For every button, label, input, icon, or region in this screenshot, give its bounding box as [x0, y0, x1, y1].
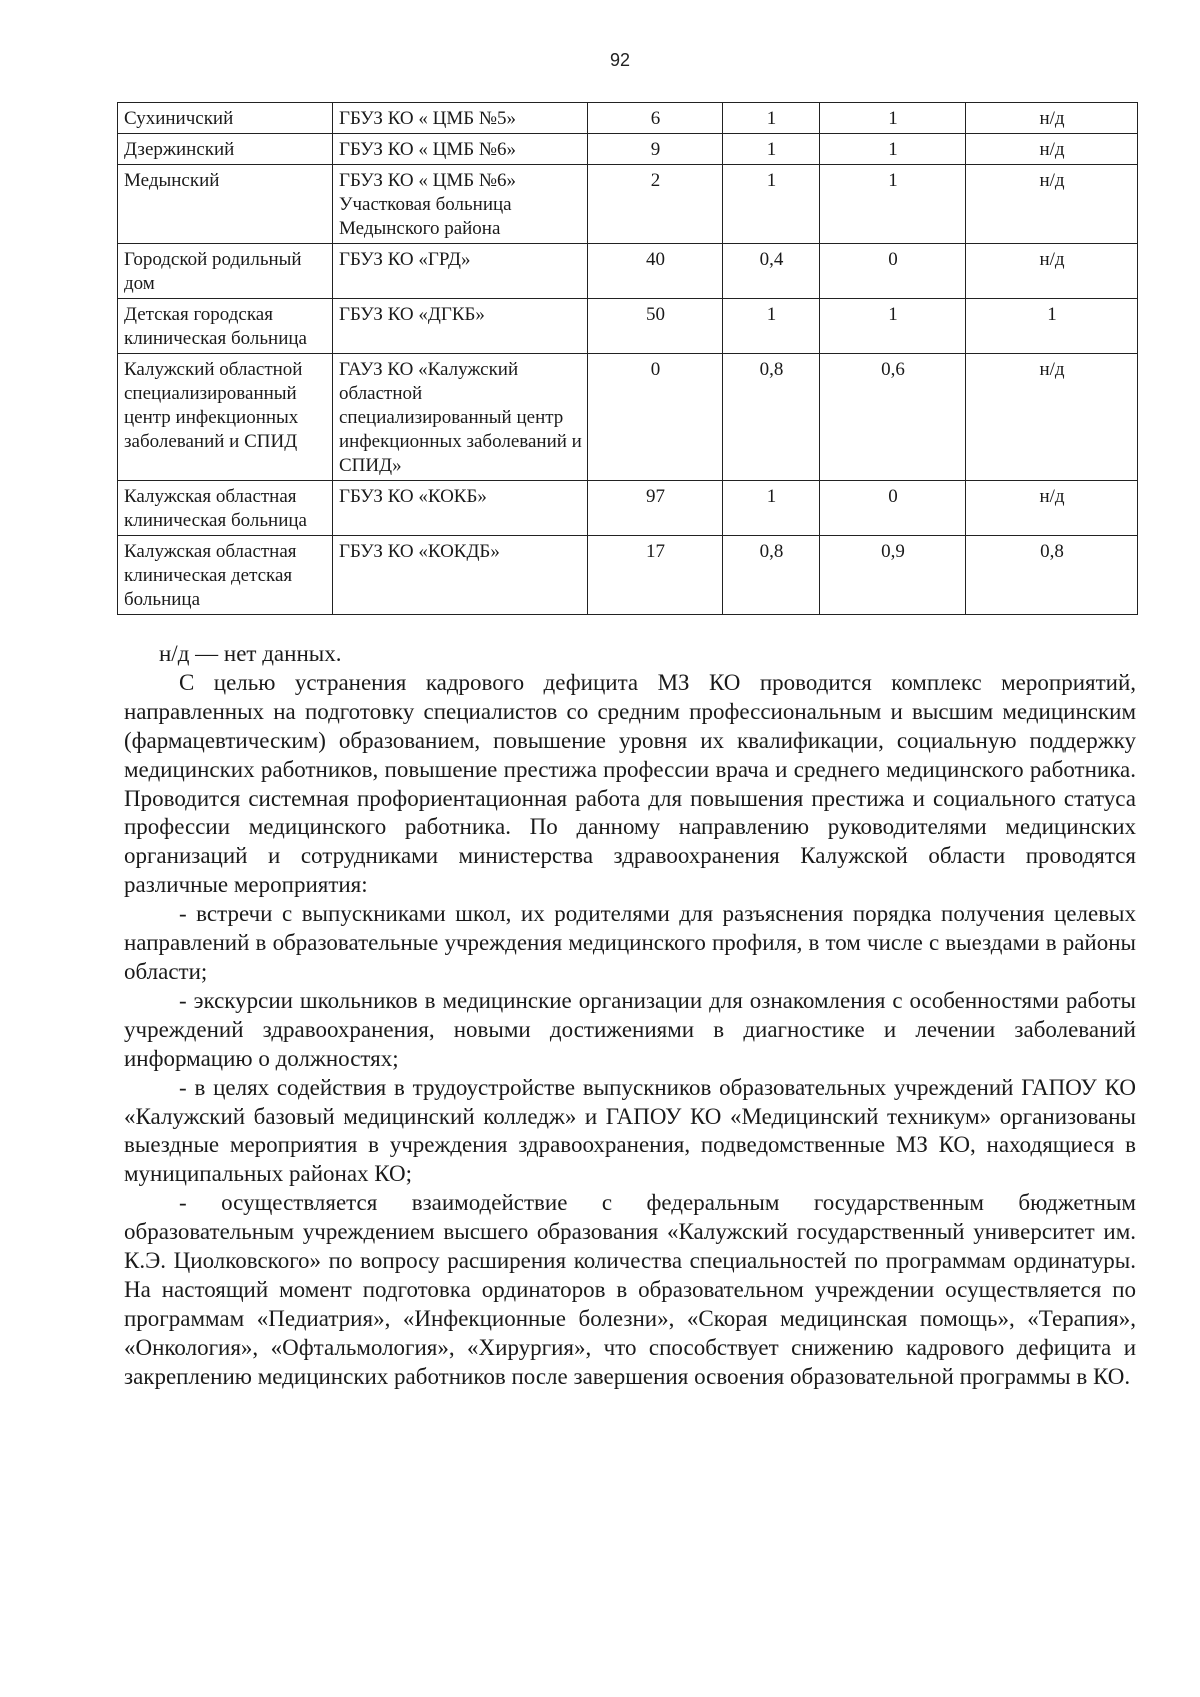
paragraph: - встречи с выпускниками школ, их родителями для разъяснения порядка получения целевых направлений в образовательные учреждения медицинского профиля, в том числе с выездами в районы области;	[124, 901, 1136, 984]
institution-cell: ГАУЗ КО «Калужский областной специализированный центр инфекционных заболеваний и СПИД»	[333, 354, 588, 481]
value-cell: 1	[820, 299, 966, 354]
value-cell: 1	[723, 134, 820, 165]
table-row	[118, 165, 1138, 244]
district-cell: Детская городская клиническая больница	[118, 299, 333, 354]
value-cell: 0,8	[966, 536, 1138, 615]
institution-cell: ГБУЗ КО «ДГКБ»	[333, 299, 588, 354]
value-cell: н/д	[966, 103, 1138, 134]
table-row	[118, 134, 1138, 165]
value-cell: 1	[723, 299, 820, 354]
value-cell: н/д	[966, 165, 1138, 244]
value-cell: 9	[588, 134, 723, 165]
table-row	[118, 536, 1138, 615]
staffing-table	[117, 102, 1138, 615]
institution-cell: ГБУЗ КО «ГРД»	[333, 244, 588, 299]
institution-cell: ГБУЗ КО « ЦМБ №6» Участковая больница Медынского района	[333, 165, 588, 244]
district-cell: Калужская областная клиническая детская больница	[118, 536, 333, 615]
value-cell: 0	[588, 354, 723, 481]
value-cell: н/д	[966, 354, 1138, 481]
value-cell: 1	[723, 103, 820, 134]
document-body	[124, 640, 1136, 1392]
table-footnote: н/д — нет данных.	[159, 641, 342, 666]
institution-cell: ГБУЗ КО « ЦМБ №6»	[333, 134, 588, 165]
value-cell: н/д	[966, 481, 1138, 536]
paragraph: - осуществляется взаимодействие с федеральным государственным бюджетным образовательным учреждением высшего образования «Калужский государственный университет им. К.Э. Циолковского» по вопросу расширения количества специальностей по программам ординатуры. На настоящий момент подготовка ординаторов в образовательном учреждении осуществляется по программам «Педиатрия», «Инфекционные болезни», «Скорая медицинская помощь», «Терапия», «Онкология», «Офтальмология», «Хирургия», что способствует снижению кадрового дефицита и закреплению медицинских работников после завершения освоения образовательной программы в КО.	[124, 1190, 1136, 1389]
value-cell: 0,9	[820, 536, 966, 615]
value-cell: н/д	[966, 134, 1138, 165]
institution-cell: ГБУЗ КО «КОКДБ»	[333, 536, 588, 615]
institution-cell: ГБУЗ КО « ЦМБ №5»	[333, 103, 588, 134]
page-number: 92	[609, 50, 631, 70]
district-cell: Сухиничский	[118, 103, 333, 134]
value-cell: 2	[588, 165, 723, 244]
value-cell: 0	[820, 244, 966, 299]
value-cell: 0	[820, 481, 966, 536]
table-row	[118, 481, 1138, 536]
value-cell: 0,4	[723, 244, 820, 299]
value-cell: 17	[588, 536, 723, 615]
value-cell: 97	[588, 481, 723, 536]
value-cell: 0,6	[820, 354, 966, 481]
value-cell: 0,8	[723, 536, 820, 615]
value-cell: 6	[588, 103, 723, 134]
value-cell: н/д	[966, 244, 1138, 299]
value-cell: 1	[820, 134, 966, 165]
table-row	[118, 244, 1138, 299]
district-cell: Городской родильный дом	[118, 244, 333, 299]
district-cell: Дзержинский	[118, 134, 333, 165]
table-row	[118, 299, 1138, 354]
value-cell: 50	[588, 299, 723, 354]
district-cell: Калужский областной специализированный центр инфекционных заболеваний и СПИД	[118, 354, 333, 481]
value-cell: 0,8	[723, 354, 820, 481]
paragraph: - в целях содействия в трудоустройстве выпускников образовательных учреждений ГАПОУ КО «Калужский базовый медицинский колледж» и ГАПОУ КО «Медицинский техникум» организованы выездные мероприятия в учреждения здравоохранения, подведомственные МЗ КО, находящиеся в муниципальных районах КО;	[124, 1074, 1136, 1187]
district-cell: Калужская областная клиническая больница	[118, 481, 333, 536]
value-cell: 40	[588, 244, 723, 299]
value-cell: 1	[966, 299, 1138, 354]
value-cell: 1	[723, 481, 820, 536]
table-row	[118, 354, 1138, 481]
value-cell: 1	[723, 165, 820, 244]
institution-cell: ГБУЗ КО «КОКБ»	[333, 481, 588, 536]
table-row	[118, 103, 1138, 134]
value-cell: 1	[820, 103, 966, 134]
value-cell: 1	[820, 165, 966, 244]
paragraph: С целью устранения кадрового дефицита МЗ КО проводится комплекс мероприятий, направленных на подготовку специалистов со средним профессиональным и высшим медицинским (фармацевтическим) образованием, повышение уровня их квалификации, социальную поддержку медицинских работников, повышение престижа профессии врача и среднего медицинского работника. Проводится системная профориентационная работа для повышения престижа и социального статуса профессии медицинского работника. По данному направлению руководителями медицинских организаций и сотрудниками министерства здравоохранения Калужской области проводятся различные мероприятия:	[124, 669, 1136, 898]
paragraph: - экскурсии школьников в медицинские организации для ознакомления с особенностями работы учреждений здравоохранения, новыми достижениями в диагностике и лечении заболеваний информацию о должностях;	[124, 987, 1136, 1071]
district-cell: Медынский	[118, 165, 333, 244]
